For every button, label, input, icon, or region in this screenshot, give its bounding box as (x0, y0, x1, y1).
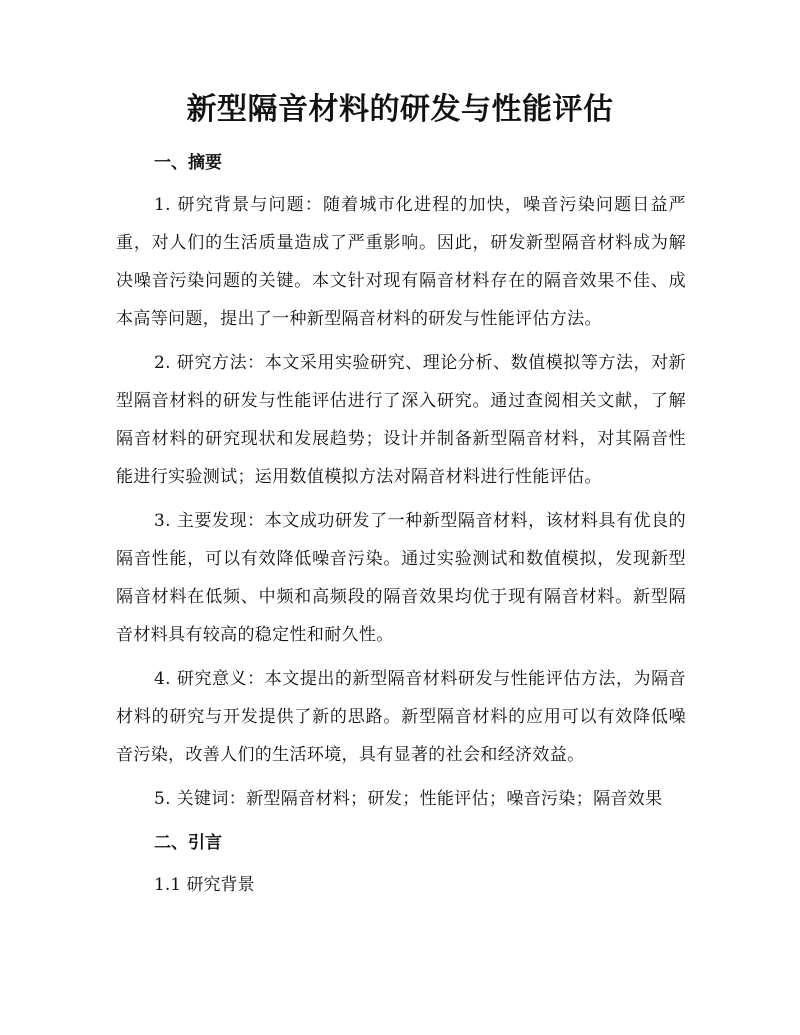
abstract-paragraph-3: 3. 主要发现：本文成功研发了一种新型隔音材料，该材料具有优良的隔音性能，可以有效降低噪音污染。通过实验测试和数值模拟，发现新型隔音材料在低频、中频和高频段的隔音效果均优于现有隔音材料。新型隔音材料具有较高的稳定性和耐久性。 (116, 511, 686, 645)
abstract-paragraph-4: 4. 研究意义：本文提出的新型隔音材料研发与性能评估方法，为隔音材料的研究与开发提供了新的思路。新型隔音材料的应用可以有效降低噪音污染，改善人们的生活环境，具有显著的社会和经济效益。 (116, 669, 686, 765)
research-background-subheading: 1.1 研究背景 (154, 875, 255, 895)
introduction-heading: 二、引言 (154, 833, 222, 853)
abstract-paragraph-1: 1. 研究背景与问题：随着城市化进程的加快，噪音污染问题日益严重，对人们的生活质量造成了严重影响。因此，研发新型隔音材料成为解决噪音污染问题的关键。本文针对现有隔音材料存在的隔音效果不佳、成本高等问题，提出了一种新型隔音材料的研发与性能评估方法。 (116, 195, 686, 329)
abstract-heading: 一、摘要 (154, 153, 222, 173)
keywords-paragraph: 5. 关键词：新型隔音材料；研发；性能评估；噪音污染；隔音效果 (154, 789, 663, 809)
document-title: 新型隔音材料的研发与性能评估 (186, 92, 614, 127)
abstract-paragraph-2: 2. 研究方法：本文采用实验研究、理论分析、数值模拟等方法，对新型隔音材料的研发与性能评估进行了深入研究。通过查阅相关文献，了解隔音材料的研究现状和发展趋势；设计并制备新型隔音材料，对其隔音性能进行实验测试；运用数值模拟方法对隔音材料进行性能评估。 (116, 353, 686, 487)
document-body (116, 144, 686, 904)
